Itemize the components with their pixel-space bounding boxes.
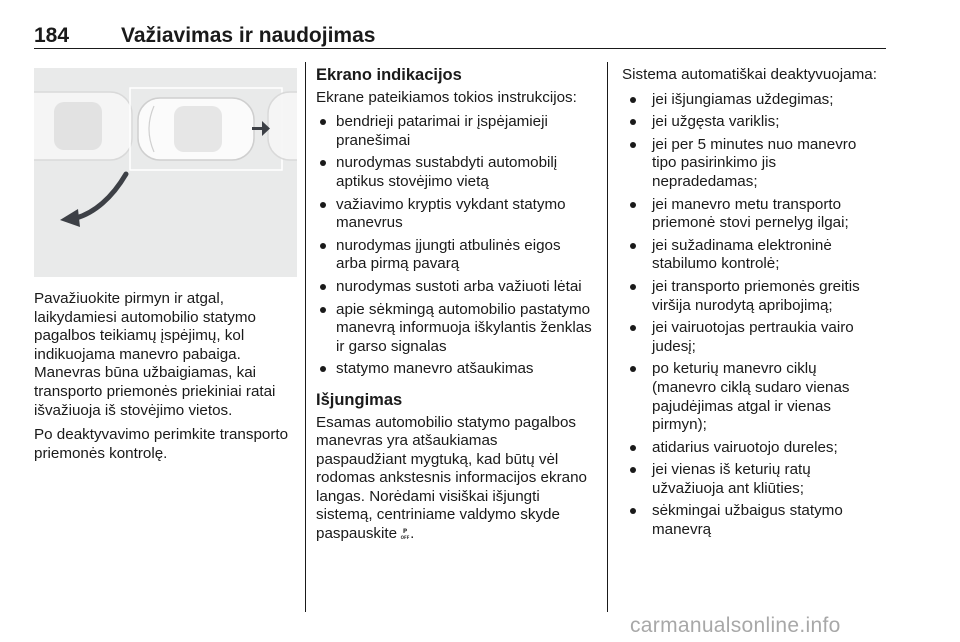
list-item: atidarius vairuotojo dureles; xyxy=(622,439,878,458)
parked-car-left xyxy=(34,92,132,160)
heading-deactivation: Išjungimas xyxy=(316,390,403,409)
list-item: jei vienas iš keturių ratų užvažiuoja ant kliūties; xyxy=(622,461,878,498)
watermark: carmanualsonline.info xyxy=(630,614,841,637)
left-column xyxy=(34,290,296,469)
list-item: jei per 5 minutes nuo manevro tipo pasirinkimo jis nepradedamas; xyxy=(622,136,878,192)
list-item: nurodymas įjungti atbulinės eigos arba pirmą pavarą xyxy=(316,237,592,274)
auto-deactivation-list xyxy=(622,91,878,540)
parking-maneuver-illustration xyxy=(34,68,297,277)
middle-column xyxy=(316,66,592,550)
page-number: 184 xyxy=(34,24,70,47)
paragraph-auto-deactivation-intro: Sistema automatiškai deaktyvuojama: xyxy=(622,66,877,83)
paragraph-deactivation: Po deaktyvavimo perimkite transporto priemonės kontrolę. xyxy=(34,426,289,462)
header-rule xyxy=(34,48,886,49)
list-item: jei sužadinama elektroninė stabilumo kontrolė; xyxy=(622,237,878,274)
column-divider xyxy=(607,62,608,612)
paragraph-maneuver: Pavažiuokite pirmyn ir atgal, laikydamiesi automobilio statymo pagalbos teikiamų įspėjimų, kol indikuojama manevro pabaiga. Manevras būna užbaigiamas, kai transporto priemonės priekiniai ratai išvažiuoja iš stovėjimo vietos. xyxy=(34,290,276,419)
list-item: nurodymas sustoti arba važiuoti lėtai xyxy=(316,278,592,297)
list-item: bendrieji patarimai ir įspėjamieji pranešimai xyxy=(316,113,592,150)
display-indications-list xyxy=(316,113,592,379)
list-item: jei užgęsta variklis; xyxy=(622,113,878,132)
column-divider xyxy=(305,62,306,612)
paragraph-display-intro: Ekrane pateikiamos tokios instrukcijos: xyxy=(316,88,577,106)
list-item: jei manevro metu transporto priemonė stovi pernelyg ilgai; xyxy=(622,196,878,233)
list-item: po keturių manevro ciklų (manevro ciklą sudaro vienas pajudėjimas atgal ir vienas pirmyn); xyxy=(622,360,878,434)
page-title: Važiavimas ir naudojimas xyxy=(121,24,376,47)
maneuvering-car xyxy=(138,98,254,160)
heading-display-indications: Ekrano indikacijos xyxy=(316,66,462,84)
list-item: jei išjungiamas uždegimas; xyxy=(622,91,878,110)
right-column xyxy=(622,66,878,540)
list-item: apie sėkmingą automobilio pastatymo manevrą informuoja iškylantis ženklas ir garso signalas xyxy=(316,301,592,357)
paragraph-deactivation-info: Esamas automobilio statymo pagalbos manevras yra atšaukiamas paspaudžiant mygtuką, kad būtų vėl rodomas ankstesnis informacijos ekrano langas. Norėdami visiškai išjungti sistemą, centriniame valdymo skyde paspauskite P OFF . xyxy=(316,413,587,543)
list-item: važiavimo kryptis vykdant statymo manevrus xyxy=(316,196,592,233)
list-item: jei vairuotojas pertraukia vairo judesį; xyxy=(622,319,878,356)
list-item: nurodymas sustabdyti automobilį aptikus stovėjimo vietą xyxy=(316,154,592,191)
list-item: statymo manevro atšaukimas xyxy=(316,360,592,379)
park-assist-button-icon: P OFF xyxy=(400,528,410,541)
list-item: sėkmingai užbaigus statymo manevrą xyxy=(622,502,878,539)
list-item: jei transporto priemonės greitis viršija nurodytą apribojimą; xyxy=(622,278,878,315)
parked-car-right xyxy=(268,92,297,160)
